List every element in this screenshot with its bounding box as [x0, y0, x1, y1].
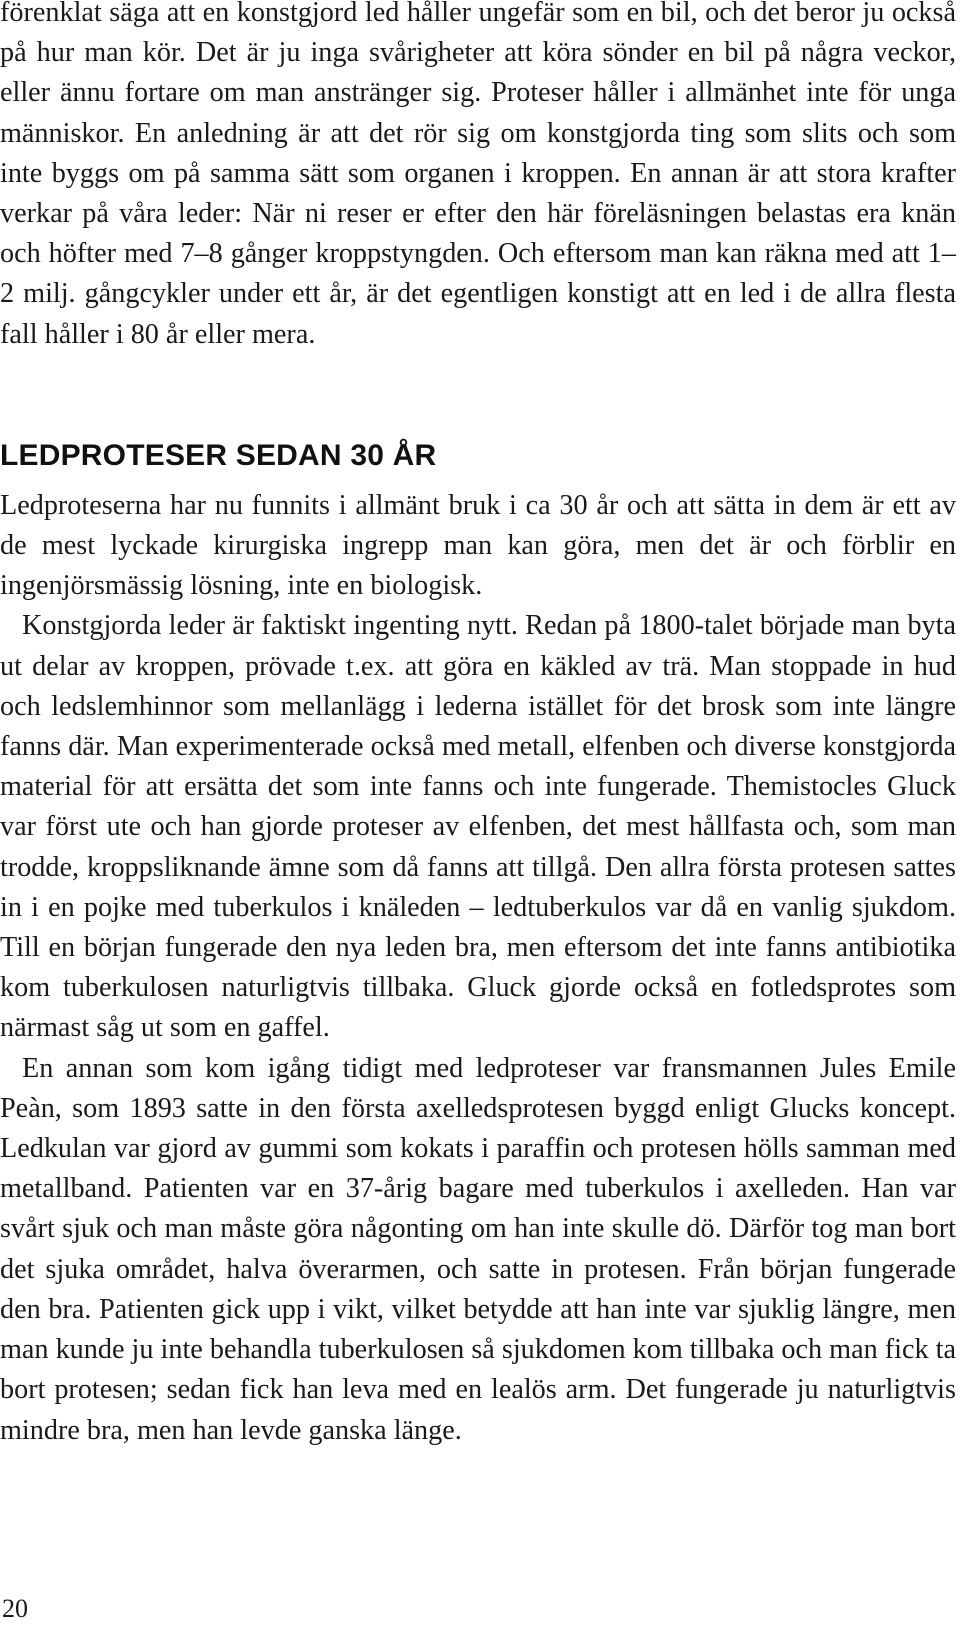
body-paragraph: Ledproteserna har nu funnits i allmänt bruk i ca 30 år och att sätta in dem är ett av de mest lyckade kirurgiska ingrepp man kan göra, men det är och förblir en ingenjörsmässig lösning, inte en biologisk. — [0, 489, 956, 602]
page-number: 20 — [2, 1594, 28, 1623]
section-heading: LEDPROTESER SEDAN 30 ÅR — [0, 438, 437, 472]
intro-paragraph: förenklat säga att en konstgjord led håller ungefär som en bil, och det beror ju också på hur man kör. Det är ju inga svårigheter att köra sönder en bil på några veckor, eller ännu fortare om man anstränger sig. Proteser håller i allmänhet inte för unga människor. En anledning är att det rör sig om konstgjorda ting som slits och som inte byggs om på samma sätt som organen i kroppen. En annan är att stora krafter verkar på våra leder: När ni reser er efter den här föreläsningen belastas era knän och höfter med 7–8 gånger kroppstyngden. Och eftersom man kan räkna med att 1–2 milj. gångcykler under ett år, är det egentligen konstigt att en led i de allra flesta fall håller i 80 år eller mera. — [0, 0, 956, 350]
body-paragraph: En annan som kom igång tidigt med ledproteser var fransmannen Jules Emile Peàn, som 1893 satte in den första axelledsprotesen byggd enligt Glucks koncept. Ledkulan var gjord av gummi som kokats i paraffin och protesen hölls samman med metallband. Patienten var en 37-årig bagare med tuberkulos i axelleden. Han var svårt sjuk och man måste göra någonting om han inte skulle dö. Därför tog man bort det sjuka området, halva överarmen, och satte in protesen. Från början fungerade den bra. Patienten gick upp i vikt, vilket betydde att han inte var sjuklig längre, men man kunde ju inte behandla tuberkulosen så sjukdomen kom tillbaka och man fick ta bort protesen; sedan fick han leva med en lealös arm. Det fungerade ju naturligtvis mindre bra, men han levde ganska länge. — [0, 1052, 956, 1446]
body-paragraph: Konstgjorda leder är faktiskt ingenting nytt. Redan på 1800-talet började man byta ut delar av kroppen, prövade t.ex. att göra en käkled av trä. Man stoppade in hud och ledslemhinnor som mellanlägg i lederna istället för det brosk som inte längre fanns där. Man experimenterade också med metall, elfenben och diverse konstgjorda material för att ersätta det som inte fanns och inte fungerade. Themistocles Gluck var först ute och han gjorde proteser av elfenben, det mest hållfasta och, som man trodde, kroppsliknande ämne som då fanns att tillgå. Den allra första protesen sattes in i en pojke med tuberkulos i knäleden – ledtuberkulos var då en vanlig sjukdom. Till en början fungerade den nya leden bra, men eftersom det inte fanns antibiotika kom tuberkulosen naturligtvis tillbaka. Gluck gjorde också en fotledsprotes som närmast såg ut som en gaffel. — [0, 610, 956, 1044]
